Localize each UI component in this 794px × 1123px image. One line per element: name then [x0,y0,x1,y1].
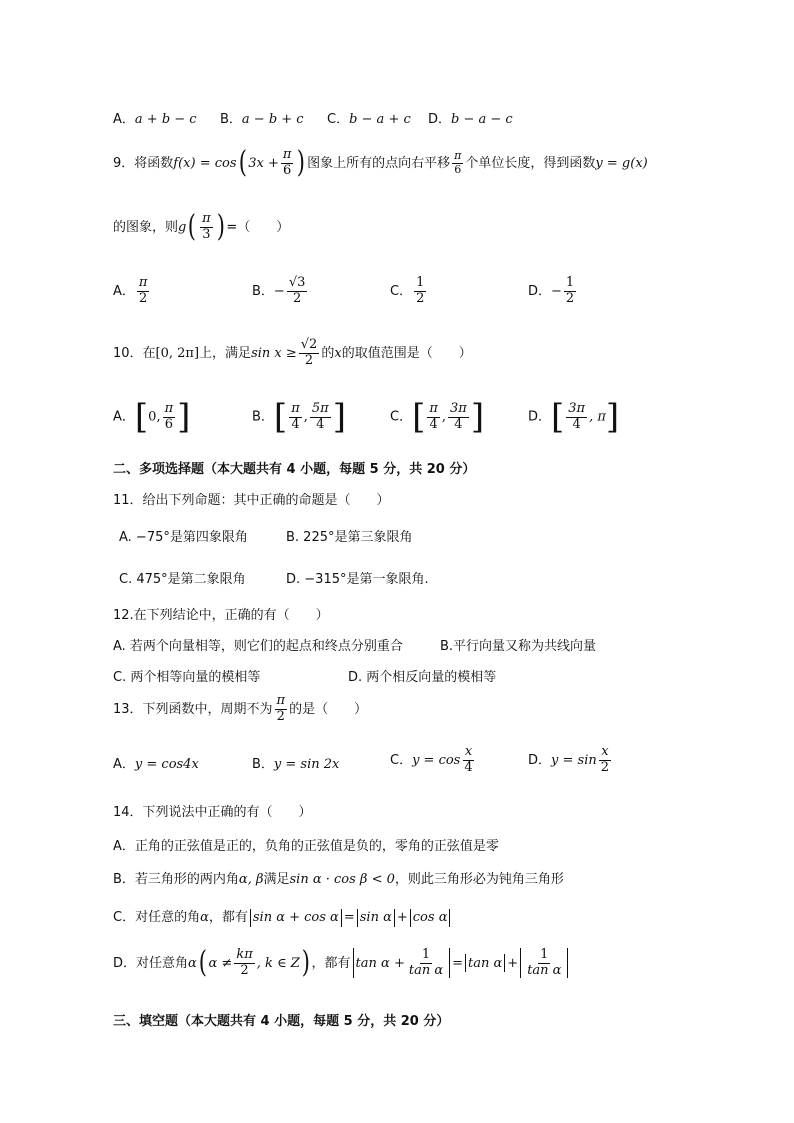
option-text: ，都有 [311,955,351,971]
abs-bar [394,909,395,927]
q9-option-d [528,276,578,307]
condition: , k ∈ Z [256,955,300,971]
stem-text: 的图象，则 [113,219,179,235]
variable-x: x [334,345,342,361]
q9-option-b [252,276,309,307]
denominator: 2 [276,708,285,724]
fraction-pi-6 [281,148,294,179]
numerator: 3π [568,400,586,416]
numerator: π [276,693,286,708]
minus-sign: − [273,283,285,299]
numerator: π [202,211,211,226]
option-label: B． [252,757,274,772]
q12-option-d: D. 两个相反向量的模相等 [348,670,497,685]
abs-bar [341,909,342,927]
fraction [163,402,176,433]
right-bracket: ] [177,397,191,437]
q12-stem: 12.在下列结论中，正确的有（ ） [113,608,329,623]
abs-bar [465,954,466,972]
angle-variables: α, β [238,872,264,887]
fraction-sqrt2-2 [299,338,320,369]
q14-stem: 14．下列说法中正确的有（ ） [113,805,312,820]
denominator: 2 [292,290,302,306]
numerator: x [601,744,609,759]
q9-stem [113,145,648,181]
option-text: ，则此三角形必为钝角三角形 [394,872,564,887]
numerator: kπ [236,947,253,962]
fraction-pi-3 [200,212,213,243]
numerator: x [464,744,473,759]
denominator: 2 [139,290,148,306]
denominator: 4 [454,416,463,432]
fraction-pi-6-shift [452,150,463,176]
denominator: 6 [283,162,292,178]
right-paren: ) [216,209,225,245]
q8-option-c [327,108,411,127]
q14-option-b [113,868,564,887]
fraction [310,402,331,433]
vector-expression: a + b − c [134,112,197,127]
option-label: C． [390,409,413,425]
q10-option-c [390,397,485,437]
right-bracket: ] [470,397,485,437]
interval-start: 0, [148,409,161,425]
denominator: 2 [416,290,425,306]
q12-option-a: A. 若两个向量相等，则它们的起点和终点分别重合 [113,639,403,654]
option-label: B． [252,409,274,425]
fraction [599,745,611,776]
fraction [289,402,302,433]
option-label: B． [252,283,274,299]
option-text: ，都有 [208,910,248,925]
abs-bar [449,948,450,978]
option-text: 满足 [263,872,290,887]
denominator: 3 [202,226,211,242]
numerator: π [164,400,174,416]
vector-expression: b − a − c [451,112,513,127]
q9-option-c [390,276,428,307]
fraction [287,276,308,307]
abs-expression: tan α + [355,955,405,971]
denominator: tan α [408,962,444,978]
option-label: A． [113,112,135,127]
fraction [427,402,440,433]
function-g: y = g(x) [595,155,648,171]
inequality: sin x ≥ [251,345,297,361]
q10-option-a [113,397,191,437]
g-symbol: g [178,219,187,235]
denominator: 2 [240,962,249,978]
denominator: 2 [304,352,314,368]
numerator: π [282,147,292,162]
abs-bar [520,948,521,978]
fraction-one-over-tan [407,948,445,979]
function-expression: y = cos4x [134,757,199,772]
numerator: π [138,275,148,290]
option-text: D．对任意角 [113,955,189,971]
option-text: B．若三角形的两内角 [113,872,239,887]
fraction [564,276,576,307]
left-paren: ( [238,145,247,181]
q13-option-d [528,745,613,776]
left-paren: ( [188,209,197,245]
left-bracket: [ [412,397,426,437]
comma: , [441,409,447,425]
left-bracket: [ [551,397,565,437]
q10-option-b [252,397,346,437]
q13-stem [113,694,367,725]
denominator: 4 [429,416,438,432]
abs-bar [250,909,251,927]
abs-expression: sin α [359,910,392,925]
abs-bar [567,948,568,978]
fraction-pi-2 [275,694,288,725]
stem-text: 的取值范围是（ ） [341,345,472,361]
abs-bar [449,909,450,927]
stem-text: 13．下列函数中，周期不为 [113,701,273,717]
angle-variable: α [188,955,197,971]
option-label: A． [113,283,135,299]
q12-option-c: C. 两个相等向量的模相等 [113,670,261,685]
left-paren: ( [198,945,207,981]
plus-sign: + [507,955,519,971]
option-label: C． [390,752,413,768]
equals-sign: = [343,910,355,925]
comma: , [303,409,308,425]
numerator: √2 [300,337,318,352]
q11-stem: 11．给出下列命题：其中正确的命题是（ ） [113,493,390,508]
option-label: D． [528,752,552,768]
q10-option-d [528,397,620,437]
fraction [414,276,426,307]
fraction [566,402,587,433]
inner-expression: 3x + [248,155,279,171]
denominator: tan α [527,962,562,978]
right-paren: ) [301,945,310,981]
numerator: 1 [421,947,431,962]
minus-sign: − [551,283,562,299]
numerator: 5π [311,400,329,416]
function-f: f(x) = cos [173,155,237,171]
fraction [137,276,150,307]
abs-bar [410,909,411,927]
q11-option-b: B. 225°是第三象限角 [286,530,413,545]
numerator: π [429,400,438,416]
stem-text: 将函数 [134,155,174,171]
option-label: B． [220,112,242,127]
plus-sign: + [396,910,408,925]
interval-end: , π [589,409,606,425]
option-label: C． [390,283,413,299]
section-heading-multiple-choice: 二、多项选择题（本大题共有 4 小题，每题 5 分，共 20 分） [113,462,476,477]
fraction [448,402,469,433]
denominator: 2 [600,759,609,775]
interval: [0, 2π] [155,345,200,361]
numerator: 1 [540,947,549,962]
stem-text: 的是（ ） [289,701,368,717]
denominator: 4 [464,759,473,775]
denominator: 4 [291,416,300,432]
q12-option-b: B.平行向量又称为共线向量 [440,639,597,654]
stem-text: 上，满足 [199,345,252,361]
q13-option-b [252,753,339,772]
left-bracket: [ [273,397,288,437]
section-heading-fill-in: 三、填空题（本大题共有 4 小题，每题 5 分，共 20 分） [113,1014,450,1029]
function-expression: y = sin [551,752,597,768]
stem-text: 的 [321,345,335,361]
q11-option-a: A. −75°是第四象限角 [119,530,248,545]
q9-stem-line2 [113,209,290,245]
q13-option-c [390,745,477,776]
condition: α ≠ [208,955,233,971]
right-bracket: ] [605,397,620,437]
q10-stem [113,338,472,369]
denominator: 2 [565,290,575,306]
numerator: √3 [288,275,306,290]
numerator: π [454,149,462,163]
left-bracket: [ [134,397,149,437]
denominator: 6 [454,162,462,176]
option-text: C．对任意的角 [113,910,201,925]
answer-blank: =（ ） [226,219,290,235]
numerator: 1 [416,275,425,290]
angle-variable: α [200,910,209,925]
q8-option-b [220,108,304,127]
q8-option-d [428,108,513,127]
abs-bar [357,909,358,927]
abs-expression: cos α [412,910,448,925]
abs-bar [504,954,505,972]
stem-text: 图象上所有的点向右平移 [307,155,451,171]
option-label: D． [428,112,452,127]
denominator: 6 [164,416,173,432]
right-bracket: ] [332,397,346,437]
vector-expression: b − a + c [349,112,411,127]
equals-sign: = [452,955,464,971]
q13-option-a [113,753,199,772]
function-expression: y = cos [412,752,461,768]
q11-option-d: D. −315°是第一象限角. [286,572,429,587]
numerator: 1 [565,275,575,290]
option-label: D． [528,283,552,299]
q14-option-a: A．正角的正弦值是正的，负角的正弦值是负的，零角的正弦值是零 [113,839,499,854]
right-paren: ) [297,145,306,181]
function-expression: y = sin 2x [273,757,340,772]
abs-expression: tan α [468,955,503,971]
abs-expression: sin α + cos α [252,910,339,925]
q11-option-c: C. 475°是第二象限角 [119,572,246,587]
fraction-kpi-2 [234,948,254,979]
option-label: A． [113,757,135,772]
denominator: 4 [316,416,325,432]
fraction-one-over-tan [525,948,563,979]
stem-text: 个单位长度，得到函数 [465,155,596,171]
q14-option-c [113,906,452,927]
q14-option-d [113,945,570,981]
vector-expression: a − b + c [241,112,304,127]
abs-bar [353,948,354,978]
q8-option-a [113,108,197,127]
question-number: 9． [113,155,135,171]
numerator: 3π [450,400,467,416]
denominator: 4 [572,416,581,432]
option-label: C． [327,112,350,127]
option-label: A． [113,409,135,425]
inequality: sin α · cos β < 0 [289,872,395,887]
q9-option-a [113,276,151,307]
fraction [462,745,474,776]
numerator: π [291,400,300,416]
option-label: D． [528,409,552,425]
question-number: 10．在 [113,345,156,361]
